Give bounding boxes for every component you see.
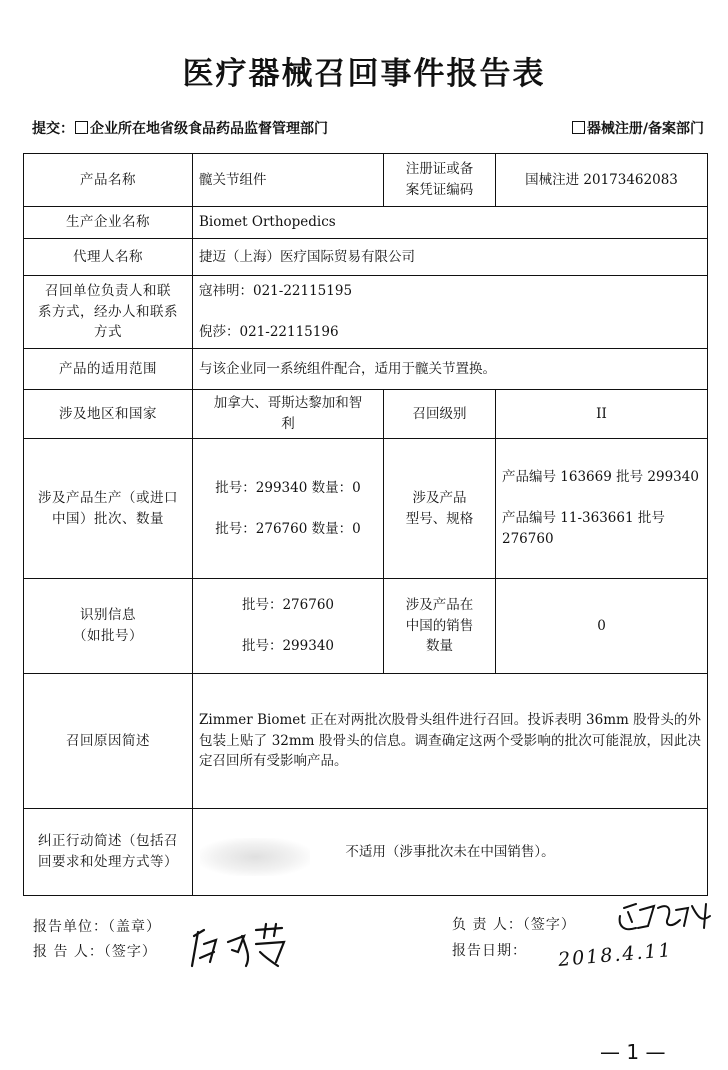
submit-option-registration-group xyxy=(571,118,704,138)
responsible-label: 负 责 人：（签字） xyxy=(452,917,576,933)
reporter-label: 报 告 人：（签字） xyxy=(33,944,157,960)
model-label-line1: 涉及产品 xyxy=(412,489,467,506)
reg-no-label-line1: 注册证或备 xyxy=(405,161,474,178)
batch-value-line1: 批号：299340 数量：0 xyxy=(215,479,361,496)
china-sales-label-line1: 涉及产品在 xyxy=(405,596,474,613)
submit-line xyxy=(32,118,704,138)
responsible-signature xyxy=(614,898,718,940)
row-reason xyxy=(24,674,708,809)
reason-label: 召回原因简述 xyxy=(24,674,193,809)
contact-label xyxy=(24,276,193,349)
product-name-label: 产品名称 xyxy=(24,154,193,207)
row-identification xyxy=(24,579,708,674)
row-contact xyxy=(24,276,708,349)
submit-label: 提交： xyxy=(32,121,74,137)
row-batch xyxy=(24,439,708,579)
agent-value: 捷迈（上海）医疗国际贸易有限公司 xyxy=(193,239,708,276)
reg-no-label-line2: 案凭证编码 xyxy=(405,182,474,198)
agent-label: 代理人名称 xyxy=(24,239,193,276)
region-value xyxy=(193,390,384,439)
contact-label-line2: 系方式，经办人和联系 xyxy=(38,303,178,320)
batch-label-line1: 涉及产品生产（或进口 xyxy=(38,489,178,506)
ident-value-line2: 批号：299340 xyxy=(241,638,335,654)
scope-label: 产品的适用范围 xyxy=(24,349,193,390)
model-value-line3: 276760 xyxy=(502,530,554,547)
model-value xyxy=(496,439,708,579)
contact-label-line1: 召回单位负责人和联 xyxy=(45,282,171,299)
reg-no-value: 国械注进 20173462083 xyxy=(496,154,708,207)
checkbox-provincial[interactable] xyxy=(75,121,88,134)
product-name-value: 髋关节组件 xyxy=(193,154,384,207)
contact-label-line3: 方式 xyxy=(94,324,122,341)
ident-value xyxy=(193,579,384,674)
model-label-line2: 型号、规格 xyxy=(405,510,474,527)
batch-label-line2: 中国）批次、数量 xyxy=(52,510,164,527)
ident-label-line1: 识别信息 xyxy=(80,607,136,624)
manufacturer-value: Biomet Orthopedics xyxy=(193,207,708,239)
corrective-label-line1: 纠正行动简述（包括召 xyxy=(38,833,178,850)
china-sales-value: 0 xyxy=(496,579,708,674)
level-value: II xyxy=(496,390,708,439)
contact-value-line1: 寇祎明：021-22115195 xyxy=(199,283,353,300)
corrective-label-line2: 回要求和处理方式等） xyxy=(38,854,178,870)
contact-value xyxy=(193,276,708,349)
recall-report-table xyxy=(23,153,708,896)
page-title: 医疗器械召回事件报告表 xyxy=(182,56,546,92)
reporter-signature xyxy=(186,922,296,972)
report-unit-label: 报告单位：（盖章） xyxy=(33,919,161,935)
scope-value: 与该企业同一系统组件配合，适用于髋关节置换。 xyxy=(193,349,708,390)
row-product-name xyxy=(24,154,708,207)
redacted-area xyxy=(200,838,310,876)
manufacturer-label: 生产企业名称 xyxy=(24,207,193,239)
row-scope xyxy=(24,349,708,390)
model-label xyxy=(384,439,496,579)
row-manufacturer xyxy=(24,207,708,239)
reg-no-label xyxy=(384,154,496,207)
report-date-value: 2018.4.11 xyxy=(557,939,674,971)
row-agent xyxy=(24,239,708,276)
region-label: 涉及地区和国家 xyxy=(24,390,193,439)
ident-label-line2: （如批号） xyxy=(73,628,143,644)
row-region xyxy=(24,390,708,439)
batch-value-line2: 批号：276760 数量：0 xyxy=(215,520,361,537)
region-value-line2: 利 xyxy=(281,416,295,432)
china-sales-label-line3: 数量 xyxy=(426,638,453,655)
submit-option-provincial: 企业所在地省级食品药品监督管理部门 xyxy=(90,121,328,137)
corrective-value: 不适用（涉事批次未在中国销售）。 xyxy=(193,809,708,896)
submit-option-registration: 器械注册/备案部门 xyxy=(586,121,704,137)
batch-label xyxy=(24,439,193,579)
ident-label xyxy=(24,579,193,674)
china-sales-label-line2: 中国的销售 xyxy=(405,617,474,634)
page-number: — 1 — xyxy=(600,1040,666,1064)
level-label: 召回级别 xyxy=(384,390,496,439)
report-date-label: 报告日期： xyxy=(452,943,527,959)
ident-value-line1: 批号：276760 xyxy=(241,597,335,614)
reason-value: Zimmer Biomet 正在对两批次股骨头组件进行召回。投诉表明 36mm 股骨头的外包装上贴了 32mm 股骨头的信息。调查确定这两个受影响的批次可能混放，因此决定召回所有受影响产品。 xyxy=(193,674,708,809)
corrective-label xyxy=(24,809,193,896)
region-value-line1: 加拿大、哥斯达黎加和智 xyxy=(213,395,363,412)
model-value-line1: 产品编号 163669 批号 299340 xyxy=(502,469,699,486)
china-sales-label xyxy=(384,579,496,674)
row-corrective xyxy=(24,809,708,896)
contact-value-line2: 倪莎：021-22115196 xyxy=(199,324,339,340)
batch-value xyxy=(193,439,384,579)
model-value-line2: 产品编号 11-363661 批号 xyxy=(502,510,665,527)
checkbox-registration[interactable] xyxy=(572,121,585,134)
